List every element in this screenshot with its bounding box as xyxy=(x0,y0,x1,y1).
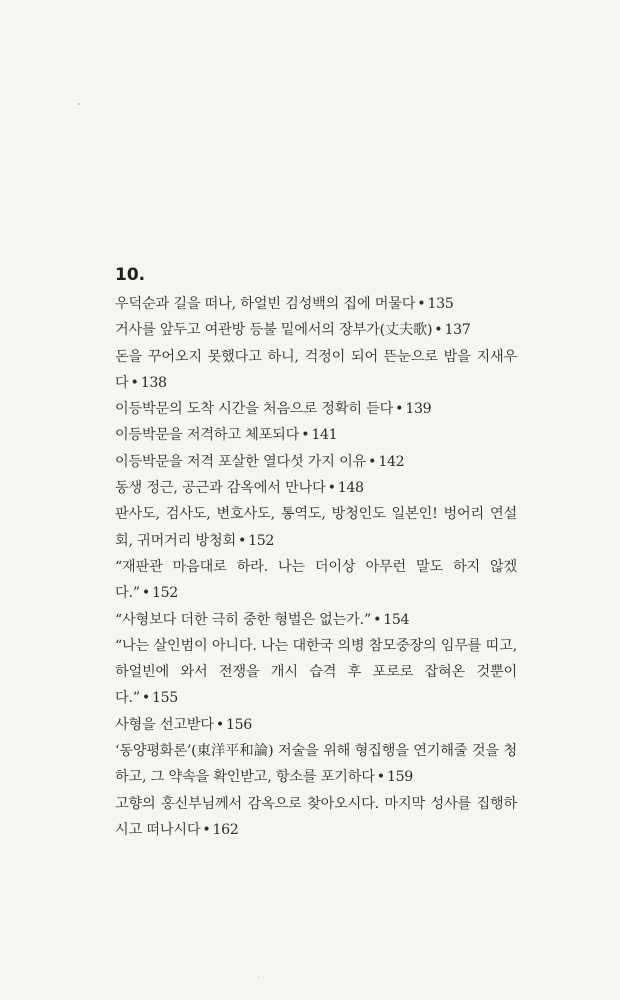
toc-entry-page: 162 xyxy=(212,821,239,838)
toc-entry xyxy=(115,501,517,554)
toc-entry-title: 돈을 꾸어오지 못했다고 하니, 걱정이 되어 뜬눈으로 밤을 지새우다 xyxy=(115,348,517,391)
toc-entry-page: 156 xyxy=(226,716,252,733)
chapter-number: 10. xyxy=(115,265,146,285)
toc-entry xyxy=(115,317,517,343)
toc-entry-title: ‘동양평화론’(東洋平和論) 저술을 위해 형집행을 연기해줄 것을 청하고, 그 약속을 확인받고, 항소를 포기하다 xyxy=(115,743,517,786)
toc-entry xyxy=(115,344,517,397)
toc-entry-page: 154 xyxy=(383,611,410,628)
toc-entry xyxy=(115,449,517,475)
toc-entry-page: 137 xyxy=(444,322,471,339)
toc-entry xyxy=(115,738,517,791)
toc-entry-title: “사형보다 더한 극히 중한 형벌은 없는가.” xyxy=(115,611,372,628)
toc-entry-title: 동생 정근, 공근과 감옥에서 만나다 xyxy=(115,480,326,497)
table-of-contents xyxy=(115,291,517,843)
page-separator: • xyxy=(434,322,443,339)
toc-entry-page: 159 xyxy=(386,769,413,786)
toc-entry-page: 152 xyxy=(248,532,275,549)
toc-entry xyxy=(115,422,517,448)
page-separator: • xyxy=(141,690,151,707)
page-separator: • xyxy=(417,296,426,312)
toc-entry xyxy=(115,396,517,422)
toc-entry-title: 거사를 앞두고 여관방 등불 밑에서의 장부가(丈夫歌) xyxy=(115,322,433,339)
toc-entry-page: 139 xyxy=(405,401,432,418)
paper-speck xyxy=(78,103,80,105)
toc-entry-title: 이등박문을 저격하고 체포되다 xyxy=(115,427,300,444)
toc-entry-page: 152 xyxy=(152,585,178,602)
toc-entry-title: 이등박문을 저격 포살한 열다섯 가지 이유 xyxy=(115,453,367,470)
page-separator: • xyxy=(373,611,382,628)
toc-entry-page: 142 xyxy=(378,453,405,470)
toc-entry xyxy=(115,633,517,712)
page-separator: • xyxy=(130,374,139,391)
page-separator: • xyxy=(215,716,225,733)
toc-entry xyxy=(115,475,517,501)
toc-entry-title: 사형을 선고받다 xyxy=(115,716,214,733)
page-separator: • xyxy=(368,453,377,470)
paper-speck xyxy=(258,976,259,977)
toc-entry-title: 고향의 홍신부님께서 감옥으로 찾아오시다. 마지막 성사를 집행하시고 떠나시다 xyxy=(115,795,517,838)
toc-entry xyxy=(115,554,517,607)
page-separator: • xyxy=(376,769,385,786)
toc-entry-title: “나는 살인범이 아니다. 나는 대한국 의병 참모중장의 임무를 띠고, 하얼빈에 와서 전쟁을 개시 습격 후 포로로 잡혀온 것뿐이다.” xyxy=(115,637,517,707)
toc-entry-page: 155 xyxy=(152,690,178,707)
toc-entry-page: 138 xyxy=(140,374,167,391)
toc-entry xyxy=(115,791,517,844)
toc-entry-title: 우덕순과 길을 떠나, 하얼빈 김성백의 집에 머물다 xyxy=(115,296,416,312)
toc-entry xyxy=(115,291,517,317)
toc-entry xyxy=(115,712,517,738)
page-separator: • xyxy=(141,585,151,602)
toc-entry-page: 148 xyxy=(337,480,364,497)
toc-entry-title: 판사도, 검사도, 변호사도, 통역도, 방청인도 일본인! 벙어리 연설회, 귀머거리 방청회 xyxy=(115,506,517,549)
toc-entry-title: “재판관 마음대로 하라. 나는 더이상 아무런 말도 하지 않겠다.” xyxy=(115,558,517,602)
page-separator: • xyxy=(237,532,247,549)
page-separator: • xyxy=(301,427,310,444)
toc-entry-page: 135 xyxy=(427,296,454,312)
page-separator: • xyxy=(327,480,336,497)
toc-entry-title: 이등박문의 도착 시간을 처음으로 정확히 듣다 xyxy=(115,401,394,418)
toc-entry xyxy=(115,607,517,633)
page-separator: • xyxy=(395,401,404,418)
toc-entry-page: 141 xyxy=(311,427,338,444)
page-separator: • xyxy=(202,821,211,838)
